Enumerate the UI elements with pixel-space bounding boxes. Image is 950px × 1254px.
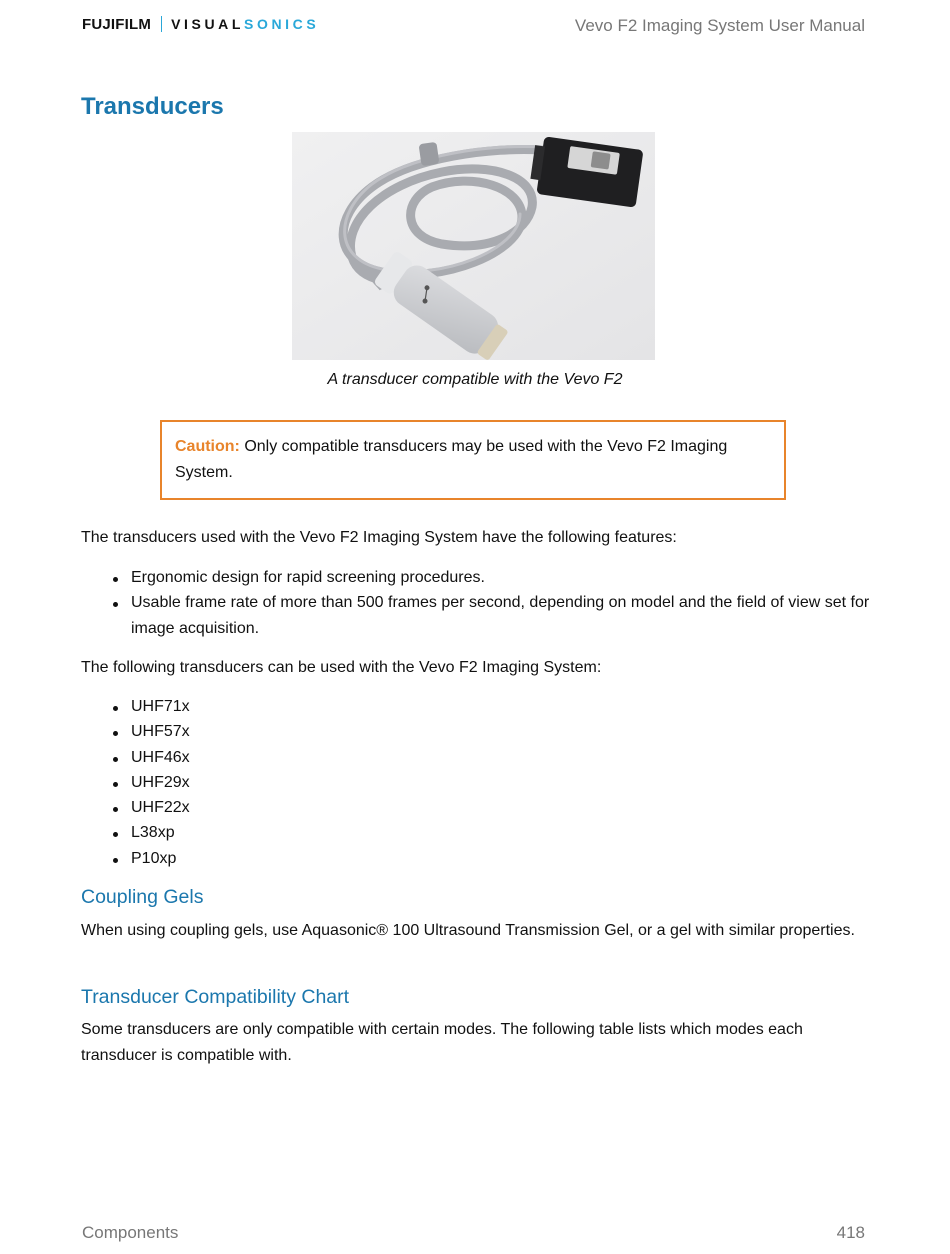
list-item: UHF22x: [81, 795, 871, 820]
logo-visual: VISUAL: [171, 16, 245, 32]
caution-text: Only compatible transducers may be used with the Vevo F2 Imaging System.: [175, 438, 728, 481]
models-intro: The following transducers can be used with the Vevo F2 Imaging System:: [81, 659, 602, 676]
list-item: UHF46x: [81, 745, 871, 770]
fujifilm-visualsonics-logo: [82, 14, 319, 34]
caution-box: [160, 420, 786, 500]
list-item: P10xp: [81, 846, 871, 871]
logo-divider: [161, 16, 162, 32]
features-list: [81, 565, 871, 641]
features-intro: The transducers used with the Vevo F2 Imaging System have the following features:: [81, 529, 677, 546]
transducer-illustration: [292, 132, 655, 360]
list-item: L38xp: [81, 820, 871, 845]
coupling-gels-text: When using coupling gels, use Aquasonic® 100 Ultrasound Transmission Gel, or a gel with similar properties.: [81, 922, 855, 939]
caution-label: Caution:: [175, 438, 240, 455]
page-title: Transducers: [81, 93, 224, 120]
image-caption: A transducer compatible with the Vevo F2: [327, 371, 623, 388]
compatibility-chart-text: Some transducers are only compatible with certain modes. The following table lists which modes each transducer is compatible with.: [81, 1021, 803, 1064]
logo-brand: FUJIFILM: [82, 15, 152, 33]
transducer-photo: [292, 132, 655, 360]
footer-section-name: Components: [82, 1223, 179, 1242]
compatibility-chart-heading: Transducer Compatibility Chart: [81, 986, 350, 1008]
logo-sonics: SONICS: [244, 16, 320, 32]
list-item: UHF57x: [81, 719, 871, 744]
list-item: UHF71x: [81, 694, 871, 719]
coupling-gels-heading: Coupling Gels: [81, 886, 204, 908]
page-number: 418: [836, 1223, 865, 1242]
list-item: UHF29x: [81, 770, 871, 795]
list-item: Usable frame rate of more than 500 frames per second, depending on model and the field of view set for image acquisition.: [81, 590, 871, 641]
list-item: Ergonomic design for rapid screening procedures.: [81, 565, 871, 590]
models-list: [81, 694, 871, 871]
manual-title: Vevo F2 Imaging System User Manual: [574, 16, 865, 35]
